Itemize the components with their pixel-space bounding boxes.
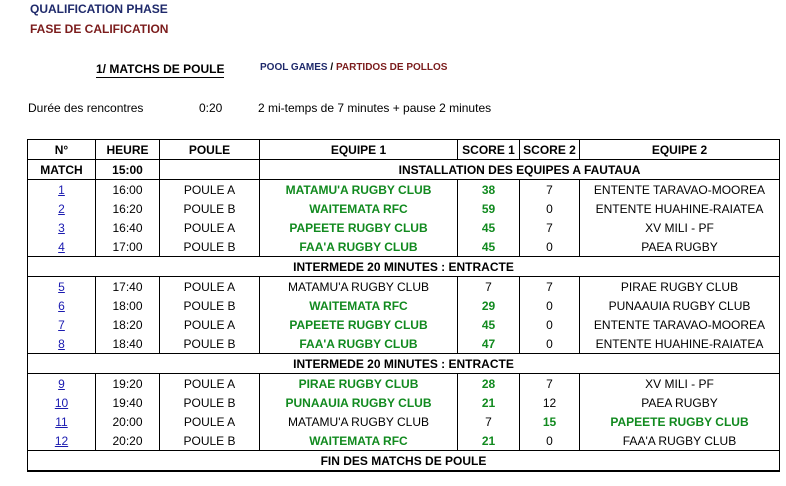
team2-name: ENTENTE HUAHINE-RAIATEA xyxy=(580,199,780,218)
match-number-cell xyxy=(28,315,96,334)
setup-time: 15:00 xyxy=(96,160,160,180)
match-time: 18:00 xyxy=(96,296,160,315)
setup-pool-cell xyxy=(160,160,260,180)
match-number-cell xyxy=(28,199,96,218)
team1-name: FAA'A RUGBY CLUB xyxy=(260,334,458,354)
match-pool: POULE B xyxy=(160,334,260,354)
match-row xyxy=(28,237,780,257)
team1-name: PAPEETE RUGBY CLUB xyxy=(260,218,458,237)
phase-title-en: QUALIFICATION PHASE xyxy=(30,2,168,16)
team1-name: MATAMU'A RUGBY CLUB xyxy=(260,277,458,297)
team2-score: 7 xyxy=(520,277,580,297)
team1-name: MATAMU'A RUGBY CLUB xyxy=(260,412,458,431)
match-row xyxy=(28,431,780,451)
duration-value: 0:20 xyxy=(199,101,223,115)
team2-score: 15 xyxy=(520,412,580,431)
end-row xyxy=(28,451,780,472)
match-pool: POULE A xyxy=(160,412,260,431)
setup-row xyxy=(28,160,780,180)
match-row xyxy=(28,180,780,200)
pool-games-subtitle xyxy=(260,62,447,73)
team1-name: WAITEMATA RFC xyxy=(260,296,458,315)
match-number-cell xyxy=(28,334,96,354)
end-label: FIN DES MATCHS DE POULE xyxy=(28,451,780,472)
col-header-time: HEURE xyxy=(96,140,160,160)
team1-score: 7 xyxy=(458,412,520,431)
team2-name: PAEA RUGBY xyxy=(580,237,780,257)
match-pool: POULE A xyxy=(160,180,260,200)
team1-score: 21 xyxy=(458,393,520,412)
col-header-score1: SCORE 1 xyxy=(458,140,520,160)
match-row xyxy=(28,218,780,237)
match-row xyxy=(28,296,780,315)
intermission-row xyxy=(28,257,780,277)
match-number-cell xyxy=(28,237,96,257)
match-number-link[interactable]: 8 xyxy=(58,336,65,351)
match-pool: POULE A xyxy=(160,277,260,297)
team2-name: PAEA RUGBY xyxy=(580,393,780,412)
duration-description: 2 mi-temps de 7 minutes + pause 2 minutes xyxy=(258,101,492,115)
team2-name: ENTENTE HUAHINE-RAIATEA xyxy=(580,334,780,354)
team1-score: 47 xyxy=(458,334,520,354)
match-time: 16:40 xyxy=(96,218,160,237)
match-number-link[interactable]: 4 xyxy=(58,239,65,254)
team1-score: 59 xyxy=(458,199,520,218)
team1-score: 29 xyxy=(458,296,520,315)
match-row xyxy=(28,412,780,431)
team2-name: PAPEETE RUGBY CLUB xyxy=(580,412,780,431)
match-time: 18:20 xyxy=(96,315,160,334)
team1-name: WAITEMATA RFC xyxy=(260,431,458,451)
match-pool: POULE B xyxy=(160,237,260,257)
match-number-link[interactable]: 7 xyxy=(58,317,65,332)
match-pool: POULE B xyxy=(160,393,260,412)
col-header-pool: POULE xyxy=(160,140,260,160)
col-header-score2: SCORE 2 xyxy=(520,140,580,160)
team2-name: PUNAAUIA RUGBY CLUB xyxy=(580,296,780,315)
header-row xyxy=(28,140,780,160)
match-pool: POULE A xyxy=(160,218,260,237)
team1-score: 45 xyxy=(458,218,520,237)
match-pool: POULE B xyxy=(160,296,260,315)
match-number-cell xyxy=(28,393,96,412)
team2-score: 0 xyxy=(520,334,580,354)
match-number-cell xyxy=(28,374,96,394)
pool-games-es: PARTIDOS DE POLLOS xyxy=(335,62,448,73)
team1-name: FAA'A RUGBY CLUB xyxy=(260,237,458,257)
team2-score: 7 xyxy=(520,374,580,394)
col-header-team2: EQUIPE 2 xyxy=(580,140,780,160)
team2-name: ENTENTE TARAVAO-MOOREA xyxy=(580,315,780,334)
pool-games-en: POOL GAMES xyxy=(260,62,328,73)
match-number-cell xyxy=(28,277,96,297)
match-number-link[interactable]: 10 xyxy=(54,395,69,410)
match-number-link[interactable]: 2 xyxy=(58,201,65,216)
match-time: 17:40 xyxy=(96,277,160,297)
schedule-table xyxy=(27,139,780,472)
team2-score: 0 xyxy=(520,296,580,315)
match-number-cell xyxy=(28,296,96,315)
team1-name: MATAMU'A RUGBY CLUB xyxy=(260,180,458,200)
team2-score: 7 xyxy=(520,180,580,200)
col-header-match-number: N° xyxy=(28,140,96,160)
team1-score: 21 xyxy=(458,431,520,451)
match-time: 18:40 xyxy=(96,334,160,354)
match-time: 19:20 xyxy=(96,374,160,394)
team2-name: PIRAE RUGBY CLUB xyxy=(580,277,780,297)
match-number-cell xyxy=(28,218,96,237)
match-pool: POULE A xyxy=(160,315,260,334)
match-pool: POULE B xyxy=(160,199,260,218)
match-number-link[interactable]: 5 xyxy=(58,279,65,294)
match-number-cell xyxy=(28,431,96,451)
team2-score: 0 xyxy=(520,199,580,218)
team1-score: 45 xyxy=(458,237,520,257)
col-header-team1: EQUIPE 1 xyxy=(260,140,458,160)
match-time: 20:20 xyxy=(96,431,160,451)
match-time: 16:00 xyxy=(96,180,160,200)
team1-name: PUNAAUIA RUGBY CLUB xyxy=(260,393,458,412)
match-number-link[interactable]: 1 xyxy=(58,182,65,197)
team1-name: PIRAE RUGBY CLUB xyxy=(260,374,458,394)
intermission-label: INTERMEDE 20 MINUTES : ENTRACTE xyxy=(28,354,780,374)
match-time: 19:40 xyxy=(96,393,160,412)
match-row xyxy=(28,277,780,297)
team2-score: 7 xyxy=(520,218,580,237)
match-pool: POULE B xyxy=(160,431,260,451)
team2-score: 0 xyxy=(520,237,580,257)
match-pool: POULE A xyxy=(160,374,260,394)
phase-title-es: FASE DE CALIFICATION xyxy=(30,22,169,36)
match-time: 16:20 xyxy=(96,199,160,218)
team2-score: 12 xyxy=(520,393,580,412)
pool-games-separator: / xyxy=(327,62,336,73)
match-number-link[interactable]: 9 xyxy=(58,376,65,391)
team2-name: ENTENTE TARAVAO-MOOREA xyxy=(580,180,780,200)
match-number-link[interactable]: 3 xyxy=(58,220,65,235)
match-number-link[interactable]: 12 xyxy=(54,433,69,448)
match-row xyxy=(28,334,780,354)
match-number-cell xyxy=(28,180,96,200)
intermission-row xyxy=(28,354,780,374)
setup-label: INSTALLATION DES EQUIPES A FAUTAUA xyxy=(260,160,780,180)
team1-name: WAITEMATA RFC xyxy=(260,199,458,218)
team1-score: 28 xyxy=(458,374,520,394)
team1-score: 7 xyxy=(458,277,520,297)
team1-name: PAPEETE RUGBY CLUB xyxy=(260,315,458,334)
match-row xyxy=(28,374,780,394)
team2-name: FAA'A RUGBY CLUB xyxy=(580,431,780,451)
match-row xyxy=(28,315,780,334)
intermission-label: INTERMEDE 20 MINUTES : ENTRACTE xyxy=(28,257,780,277)
team2-name: XV MILI - PF xyxy=(580,374,780,394)
section-title: 1/ MATCHS DE POULE xyxy=(96,62,225,76)
team2-name: XV MILI - PF xyxy=(580,218,780,237)
match-time: 17:00 xyxy=(96,237,160,257)
match-number-cell xyxy=(28,412,96,431)
team1-score: 38 xyxy=(458,180,520,200)
duration-label: Durée des rencontres xyxy=(28,101,144,115)
match-row xyxy=(28,393,780,412)
match-time: 20:00 xyxy=(96,412,160,431)
team1-score: 45 xyxy=(458,315,520,334)
col-header-match: MATCH xyxy=(28,160,96,180)
match-row xyxy=(28,199,780,218)
team2-score: 0 xyxy=(520,315,580,334)
team2-score: 0 xyxy=(520,431,580,451)
match-number-link[interactable]: 11 xyxy=(55,414,68,429)
match-number-link[interactable]: 6 xyxy=(58,298,65,313)
